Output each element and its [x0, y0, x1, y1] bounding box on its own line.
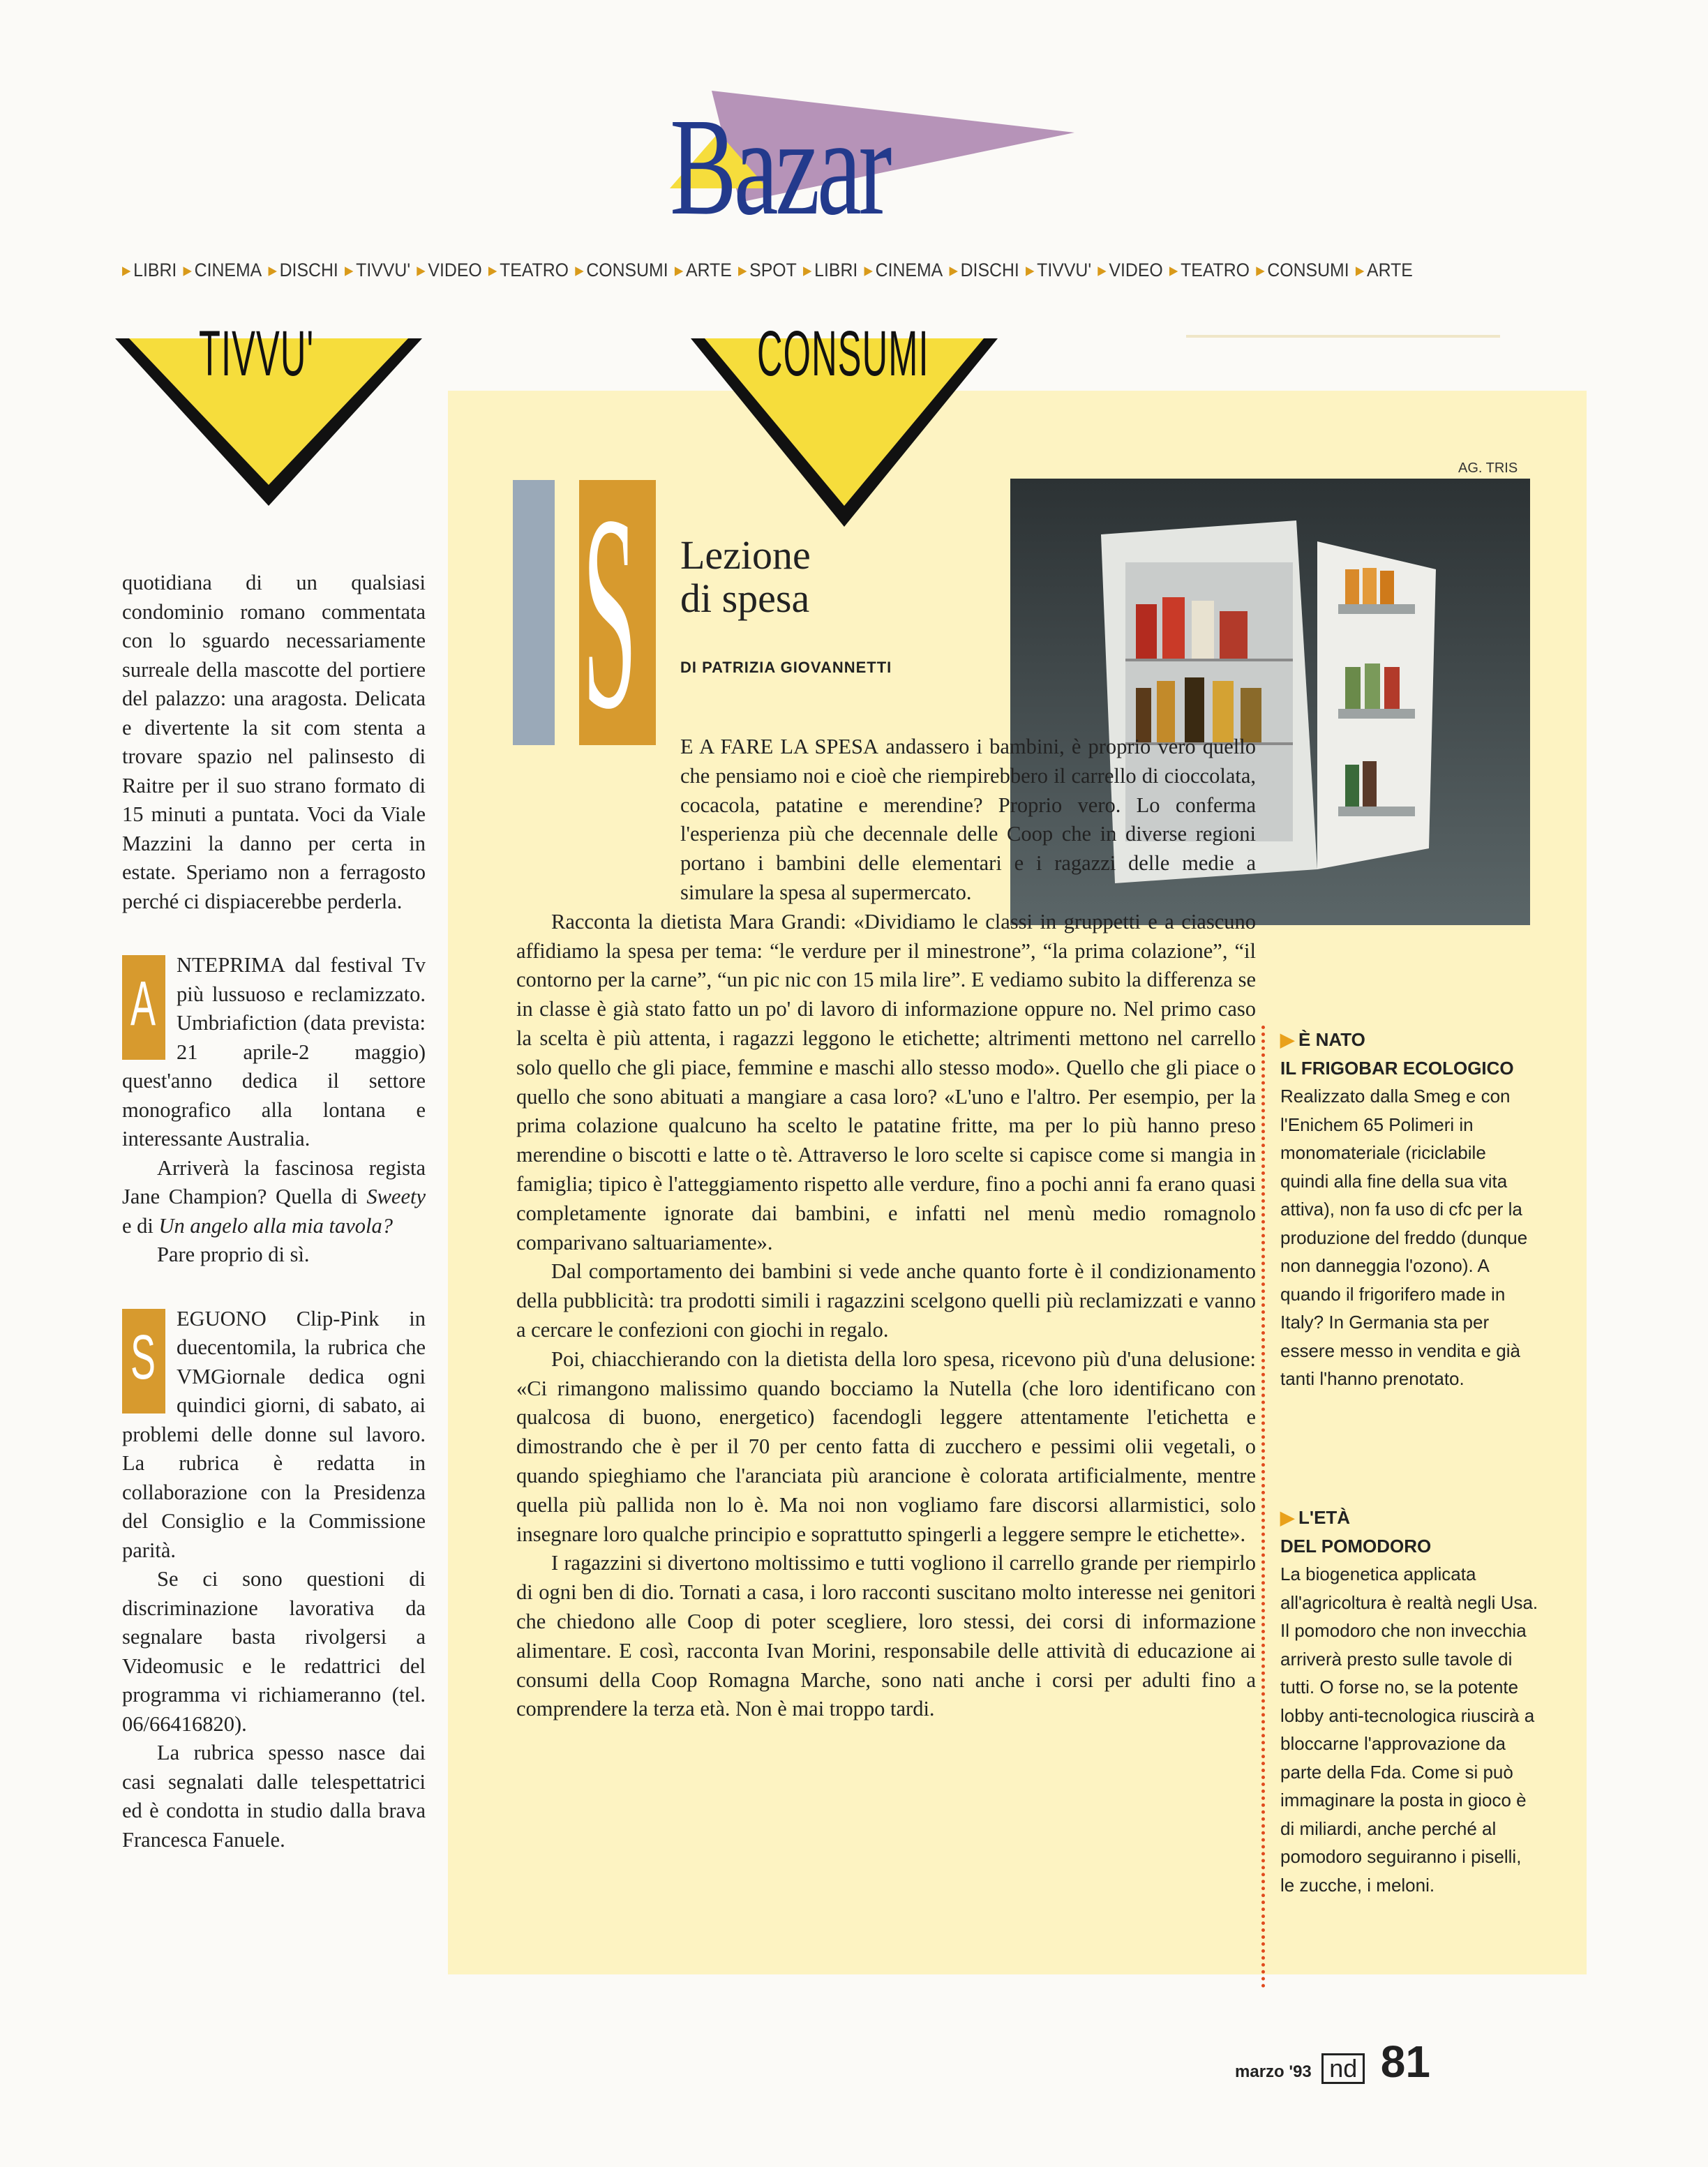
arrow-icon: ▸ [1256, 260, 1265, 280]
masthead [628, 84, 1102, 251]
lead-in: NTEPRIMA [177, 953, 285, 977]
section-tivvu [115, 317, 422, 516]
nav-label: SPOT [749, 260, 797, 280]
arrow-icon: ▸ [803, 260, 812, 280]
arrow-icon: ▸ [488, 260, 497, 280]
magazine-logo: nd [1321, 2053, 1365, 2084]
nav-item [1098, 260, 1162, 280]
nav-label: CINEMA [194, 260, 262, 280]
paragraph-text: Clip-Pink in duecentomila, la rubrica che VMGiornale dedica ogni quindici giorni, di sabato, ai problemi delle donne sul lavoro. La rubrica è redatta in collaborazione con la Presidenza del Consiglio e la Commissione parità. [122, 1306, 426, 1562]
paragraph: Arriverà la fascinosa regista Jane Champion? Quella di Sweety e di Un angelo alla mia tavola? [122, 1155, 426, 1238]
nav-label: LIBRI [814, 260, 858, 280]
nav-label: CINEMA [875, 260, 943, 280]
arrow-icon: ▸ [674, 260, 684, 280]
drop-cap: S [122, 1309, 165, 1414]
arrow-icon: ▸ [345, 260, 354, 280]
issue-date: marzo '93 [1235, 2062, 1312, 2081]
nav-label: VIDEO [1109, 260, 1163, 280]
arrow-icon: ▸ [575, 260, 584, 280]
sidebar-heading: ▶ È NATO [1280, 1029, 1365, 1050]
article-drop-cap [513, 458, 659, 767]
arrow-icon: ▸ [864, 260, 873, 280]
arrow-icon: ▸ [1026, 260, 1035, 280]
arrow-icon: ▸ [183, 260, 192, 280]
nav-item [575, 260, 668, 280]
nav-item [949, 260, 1019, 280]
section-consumi [691, 317, 998, 544]
sidebar-box-pomodoro [1280, 1504, 1552, 1899]
nav-item [1356, 260, 1413, 280]
sidebar-text: Realizzato dalla Smeg e con l'Enichem 65 Polimeri in monomateriale (riciclabile quindi alla fine della sua vita attiva), non fa uso di cfc per la produzione del freddo (dunque non danneggia l'ozono). A quando il frigorifero made in Italy? In Germania sta per essere messo in vendita e già tanti l'hanno prenotato. [1280, 1086, 1528, 1389]
arrow-icon: ▸ [949, 260, 958, 280]
nav-item [268, 260, 338, 280]
nav-label: LIBRI [133, 260, 177, 280]
paragraph: Pare proprio di sì. [157, 1243, 310, 1266]
arrow-icon: ▸ [122, 260, 131, 280]
paragraph-text: andassero i bambini, è proprio vero quello che pensiamo noi e cioè che riempirebbero il carrello di cioccolata, cocacola, patatine e merendine? Proprio vero. Lo conferma l'esperienza più che decennale delle Coop che in diverse regioni portano i bambini delle elementari e i ragazzi delle medie a simulare la spesa al supermercato. [680, 735, 1256, 904]
masthead-title: Bazar [670, 90, 890, 244]
paragraph [122, 951, 426, 1154]
paragraph: La rubrica spesso nasce dai casi segnalati dalle telespettatrici ed è condotta in studio dalla brava Francesca Fanuele. [122, 1741, 426, 1852]
nav-item [183, 260, 262, 280]
paragraph: Racconta la dietista Mara Grandi: «Dividiamo le classi in gruppetti e a ciascuno affidiamo la spesa per tema: “le verdure per il minestrone”, “la prima colazione”, “il contorno per la carne”, “un pic nic con 15 mila lire”. E vediamo subito la differenza se in classe è già stato fatto un po' di lavoro di informazione oppure no. Nel primo caso la scelta è più attenta, i ragazzi leggono le etichette; altrimenti mettono nel carrello solo quello che gli piace, femmine e maschi allo stesso modo». Quello che gli piace o quello che sono abituati a mangiare a casa loro? «L'uno e l'altro. Per esempio, per la prima colazione qualcuno ha scelto le patatine fritte, ma per lo più hanno preso merendine o biscotti e latte o tè. Attraverso le loro scelte si capisce come si mangia in famiglia; tipico è l'atteggiamento rispetto alle verdure, fino a pochi anni fa erano quasi completamente ignorate dai bambini, e infatti nel menù medio romagnolo comparivano saltuariamente». [516, 909, 1256, 1254]
sidebar-heading: ▶ L'ETÀ [1280, 1507, 1351, 1528]
nav-item [488, 260, 569, 280]
nav-item [864, 260, 943, 280]
paragraph: quotidiana di un qualsiasi condominio romano commentata con lo sguardo necessariamente surreale della mascotte del portiere del palazzo: una aragosta. Delicata e divertente la sit com stenta a trovare spazio nel palinsesto di Raitre per il suo strano formato di 15 minuti a puntata. Voci da Viale Mazzini la danno per certa in estate. Speriamo non a ferragosto perché ci dispiacerebbe perderla. [122, 571, 426, 913]
nav-label: TIVVU' [356, 260, 411, 280]
page-footer [1235, 2036, 1430, 2087]
drop-cap-letter: S [583, 458, 637, 767]
page-number: 81 [1380, 2037, 1430, 2087]
arrow-icon: ▶ [1280, 1029, 1294, 1050]
article-headline [680, 534, 811, 620]
arrow-icon: ▸ [1169, 260, 1178, 280]
nav-item [1256, 260, 1349, 280]
nav-label: DISCHI [279, 260, 338, 280]
section-label: CONSUMI [757, 318, 929, 389]
sidebar-box-frigobar [1280, 1026, 1552, 1393]
nav-label: TEATRO [500, 260, 569, 280]
arrow-icon: ▸ [417, 260, 426, 280]
headline-line: Lezione [680, 532, 811, 578]
paragraph: Dal comportamento dei bambini si vede anche quanto forte è il condizionamento della pubblicità: tra prodotti simili i ragazzini scelgono quelli più reclamizzati e vanno a cercare le confezioni con giochi in regalo. [516, 1259, 1256, 1342]
photo-credit: AG. TRIS [1458, 460, 1518, 476]
paragraph: Se ci sono questioni di discriminazione lavorativa da segnalare basta rivolgersi a Videomusic e le redattrici del programma vi richiameranno (tel. 06/66416820). [122, 1567, 426, 1736]
nav-item [1169, 260, 1250, 280]
nav-label: ARTE [1367, 260, 1413, 280]
nav-item [122, 260, 177, 280]
article-body [516, 733, 1256, 1724]
paragraph: Poi, chiacchierando con la dietista della loro spesa, ricevono più d'una delusione: «Ci rimangono malissimo quando bocciamo la Nutella (che loro identificano con qualcosa di buono, energetico) facendogli leggere attentamente l'etichetta e dimostrando che è per il 70 per cento fatta di zucchero e pessimi olii vegetali, o quando spieghiamo che l'aranciata più arancione è colorata artificialmente, mentre quella più pallida non lo è. Ma noi non vogliamo fare discorsi allarmistici, solo insegnare loro qualche principio e soprattutto spingerli a leggere sempre le etichette». [516, 1347, 1256, 1546]
sidebar-text: La biogenetica applicata all'agricoltura è realtà negli Usa. Il pomodoro che non invecchia arriverà presto sulle tavole di tutti. O forse no, se la potente lobby anti-tecnologica riuscirà a bloccarne l'approvazione da parte della Fda. Come si può immaginare la posta in gioco è di miliardi, anche perché al pomodoro seguiranno i piselli, le zucche, i meloni. [1280, 1564, 1538, 1896]
arrow-icon: ▶ [1280, 1507, 1294, 1528]
paragraph [516, 733, 1256, 908]
arrow-icon: ▸ [1355, 260, 1365, 280]
nav-item [345, 260, 410, 280]
arrow-icon: ▸ [1098, 260, 1107, 280]
nav-item [1026, 260, 1091, 280]
paragraph [122, 1305, 426, 1566]
nav-label: TIVVU' [1037, 260, 1092, 280]
paragraph: I ragazzini si divertono moltissimo e tutti vogliono il carrello grande per riempirlo di ogni ben di dio. Tornati a casa, i loro racconti suscitano molto interesse nei genitori che chiedono alle Coop di poter scegliere, loro stessi, dei corsi di informazione alimentare. E così, racconta Ivan Morini, responsabile delle attività di educazione ai consumi della Coop Romagna Marche, sono nati anche i corsi per adulti fino a comprendere la terza età. Non è mai troppo tardi. [516, 1551, 1256, 1721]
arrow-icon: ▸ [268, 260, 277, 280]
lead-in: E A FARE LA SPESA [680, 735, 879, 758]
lead-in: EGUONO [177, 1306, 267, 1330]
nav-item [803, 260, 857, 280]
nav-label: VIDEO [428, 260, 482, 280]
ghost-decor [1186, 321, 1500, 420]
nav-item [417, 260, 481, 280]
ghost-letters-graphic [1186, 321, 1500, 405]
nav-item [675, 260, 732, 280]
section-label: TIVVU' [199, 318, 315, 389]
nav-label: ARTE [686, 260, 732, 280]
sidebar-divider [1261, 1026, 1265, 1988]
headline-line: di spesa [680, 576, 810, 621]
paragraph-text: dal festival Tv più lussuoso e reclamizzato. Umbriafiction (data prevista: 21 aprile-2 maggio) quest'anno dedica il settore monografico alla lontana e interessante Australia. [122, 953, 426, 1150]
nav-label: DISCHI [960, 260, 1019, 280]
nav-item [738, 260, 797, 280]
arrow-icon: ▸ [738, 260, 747, 280]
nav-label: CONSUMI [1267, 260, 1349, 280]
drop-cap: A [122, 955, 165, 1060]
left-column [122, 569, 426, 1854]
sidebar-heading: DEL POMODORO [1280, 1535, 1432, 1557]
nav-label: CONSUMI [586, 260, 668, 280]
nav-label: TEATRO [1181, 260, 1250, 280]
section-nav [122, 260, 1476, 281]
sidebar-heading: IL FRIGOBAR ECOLOGICO [1280, 1057, 1514, 1079]
article-byline: DI PATRIZIA GIOVANNETTI [680, 659, 892, 676]
